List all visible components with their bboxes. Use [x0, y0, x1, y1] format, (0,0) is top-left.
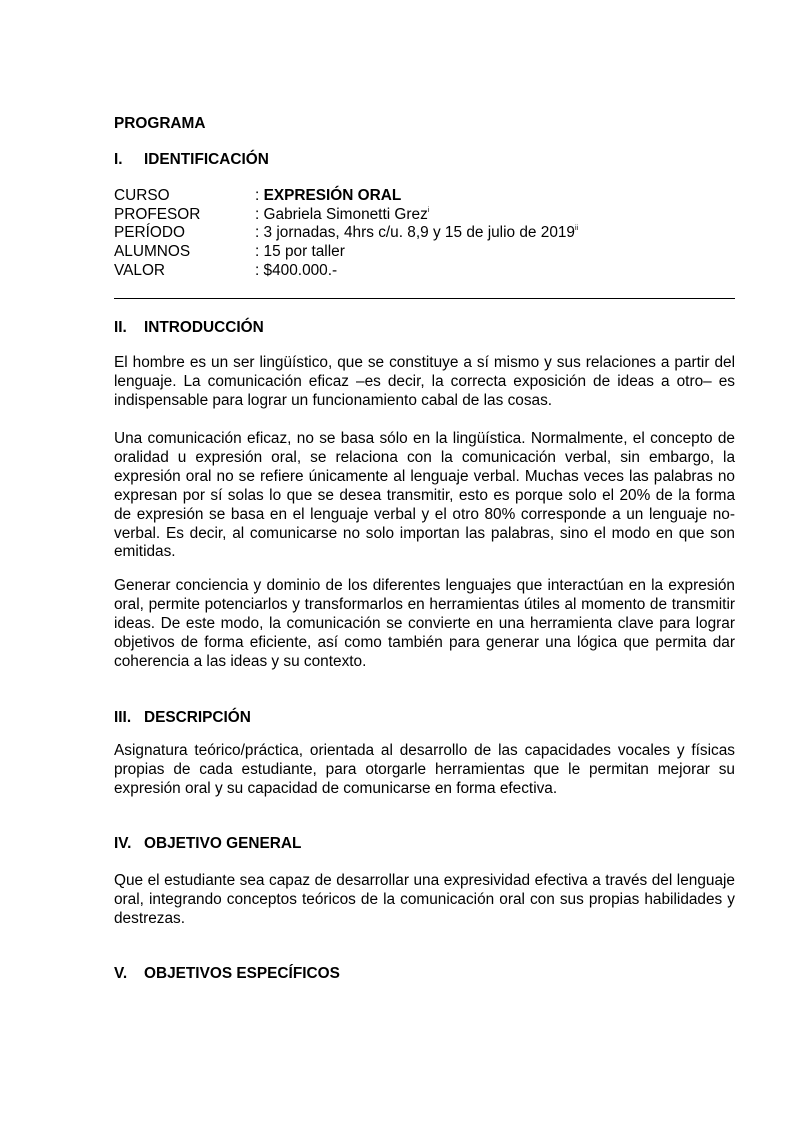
field-value: : Gabriela Simonetti Grez$^i$ — [255, 205, 430, 223]
section-number: V. — [114, 965, 128, 982]
section-heading-general-objective — [114, 834, 301, 853]
horizontal-divider — [114, 298, 735, 299]
section-title: IDENTIFICACIÓN — [144, 151, 269, 168]
field-value: : 15 por taller — [255, 243, 345, 261]
section-heading-description — [114, 708, 251, 727]
section-number: IV. — [114, 835, 132, 852]
field-value: : EXPRESIÓN ORAL — [255, 187, 402, 204]
section-title: INTRODUCCIÓN — [144, 319, 264, 336]
introduction-paragraph-3: Generar conciencia y dominio de los diferentes lenguajes que interactúan en la expresión oral, permite potenciarlos y transformarlos en herramientas útiles al momento de transmitir ideas. De este modo, la comunicación se convierte en una herramienta clave para lograr objetivos de forma eficiente, así como también para generar una lógica que permita dar coherencia a las ideas y su contexto. — [114, 577, 735, 670]
section-number: II. — [114, 319, 127, 336]
introduction-paragraph-1: El hombre es un ser lingüístico, que se constituye a sí mismo y sus relaciones a partir del lenguaje. La comunicación eficaz –es decir, la correcta exposición de ideas a otro– es indispensable para lograr un funcionamiento cabal de las cosas. — [114, 354, 735, 409]
section-title: OBJETIVOS ESPECÍFICOS — [144, 965, 340, 982]
identification-row-period — [114, 224, 578, 243]
document-title: PROGRAMA — [114, 115, 206, 132]
field-label: CURSO — [114, 187, 170, 204]
section-heading-identification — [114, 150, 269, 169]
introduction-paragraph-2: Una comunicación eficaz, no se basa sólo en la lingüística. Normalmente, el concepto de oralidad u expresión oral, se relaciona con la comunicación verbal, sin embargo, la expresión oral no se refiere únicamente al lenguaje verbal. Muchas veces las palabras no expresan por sí solas lo que se desea transmitir, esto es porque solo el 20% de la forma de expresión se basa en el lenguaje verbal y el otro 80% corresponde a un lenguaje no-verbal. Es decir, al comunicarse no solo importan las palabras, sino el modo en que son emitidas. — [114, 430, 735, 561]
course-name: EXPRESIÓN ORAL — [263, 187, 402, 204]
identification-row-students — [114, 243, 578, 262]
identification-row-professor — [114, 206, 578, 225]
description-paragraph: Asignatura teórico/práctica, orientada al desarrollo de las capacidades vocales y físicas propias de cada estudiante, para otorgarle herramientas que le permitan mejorar su expresión oral y su capacidad de comunicarse en forma efectiva. — [114, 742, 735, 797]
section-heading-introduction — [114, 318, 264, 337]
field-label: PROFESOR — [114, 205, 201, 223]
section-number: III. — [114, 709, 132, 726]
section-number: I. — [114, 151, 123, 168]
field-label: ALUMNOS — [114, 243, 191, 261]
endnote-ref[interactable]: ii — [575, 225, 579, 233]
general-objective-paragraph: Que el estudiante sea capaz de desarrollar una expresividad efectiva a través del lenguaje oral, integrando conceptos teóricos de la comunicación oral con sus propias habilidades y destrezas. — [114, 872, 735, 927]
identification-table — [114, 187, 578, 281]
identification-row-price — [114, 262, 578, 281]
section-heading-specific-objectives — [114, 964, 340, 983]
field-value: : $400.000.- — [255, 261, 338, 279]
identification-row-course — [114, 187, 578, 206]
section-title: DESCRIPCIÓN — [144, 709, 251, 726]
field-label: PERÍODO — [114, 224, 185, 242]
field-value: : 3 jornadas, 4hrs c/u. 8,9 y 15 de julio de 2019$^{ii}$ — [255, 224, 579, 242]
section-title: OBJETIVO GENERAL — [144, 835, 302, 852]
endnote-ref[interactable]: i — [427, 206, 430, 214]
field-label: VALOR — [114, 261, 166, 279]
